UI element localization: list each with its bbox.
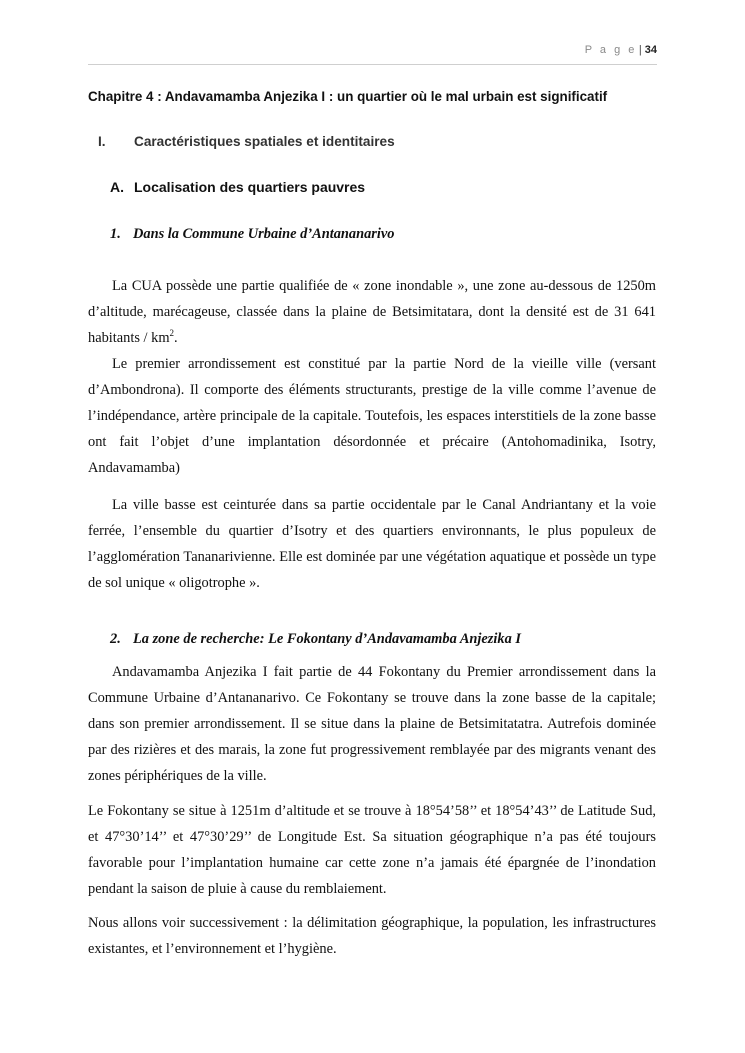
paragraph-4: Andavamamba Anjezika I fait partie de 44 Fokontany du Premier arrondissement dans la Commune Urbaine d’Antananarivo. Ce Fokontany se trouve dans la zone basse de la capitale; dans son premier arrondissement. Il se situe dans la plaine de Betsimitatatra. Autrefois dominée par des rizières et des marais, la zone fut progressivement remblayée par des migrants venant des zones périphériques de la ville.	[88, 664, 656, 784]
page-number: 34	[644, 44, 657, 56]
subsection-heading	[110, 179, 365, 195]
section-heading	[98, 134, 395, 149]
item-number-2: 2.	[110, 631, 121, 647]
item-title-1: Dans la Commune Urbaine d’Antananarivo	[133, 226, 395, 242]
chapter-title: Chapitre 4 : Andavamamba Anjezika I : un quartier où le mal urbain est significatif	[88, 89, 608, 104]
paragraph-1-text: La CUA possède une partie qualifiée de « zone inondable », une zone au-dessous de 1250m d’altitude, marécageuse, classée dans la plaine de Betsimitatara, dont la densité est de 31 641 habitants / km	[88, 278, 656, 346]
paragraph-1	[88, 273, 656, 351]
paragraph-5: Le Fokontany se situe à 1251m d’altitude et se trouve à 18°54’58’’ et 18°54’43’’ de Latitude Sud, et 47°30’14’’ et 47°30’29’’ de Longitude Est. Sa situation géographique n’a pas été toujours favorable pour l’implantation humaine car cette zone n’a jamais été épargnée de l’inondation pendant la saison de pluie à cause du remblaiement.	[88, 803, 656, 897]
subsection-title: Localisation des quartiers pauvres	[134, 179, 366, 195]
page-label: P a g e	[584, 44, 637, 56]
paragraph-3: La ville basse est ceinturée dans sa partie occidentale par le Canal Andriantany et la voie ferrée, l’ensemble du quartier d’Isotry et des quartiers environnants, le plus populeux de l’agglomération Tananarivienne. Elle est dominée par une végétation aquatique et possède un type de sol unique « oligotrophe ».	[88, 497, 656, 591]
superscript-2: 2	[169, 328, 175, 339]
paragraph-6: Nous allons voir successivement : la délimitation géographique, la population, les infrastructures existantes, et l’environnement et l’hygiène.	[88, 915, 656, 957]
section-title: Caractéristiques spatiales et identitaires	[134, 134, 395, 149]
header-separator: |	[638, 44, 642, 56]
section-number: I.	[98, 134, 106, 149]
item-heading-2	[110, 631, 521, 648]
header-rule	[88, 64, 657, 65]
item-title-2: La zone de recherche: Le Fokontany d’Andavamamba Anjezika I	[133, 631, 521, 647]
item-heading-1	[110, 226, 394, 243]
item-number-1: 1.	[110, 226, 121, 242]
subsection-number: A.	[110, 179, 124, 195]
page-header	[585, 44, 657, 56]
paragraph-1-end: .	[174, 330, 178, 346]
paragraph-2: Le premier arrondissement est constitué par la partie Nord de la vieille ville (versant d’Ambondrona). Il comporte des éléments structurants, prestige de la ville comme l’avenue de l’indépendance, artère principale de la capitale. Toutefois, les espaces interstitiels de la zone basse ont fait l’objet d’une implantation désordonnée et précaire (Antohomadinika, Isotry, Andavamamba)	[88, 356, 656, 476]
